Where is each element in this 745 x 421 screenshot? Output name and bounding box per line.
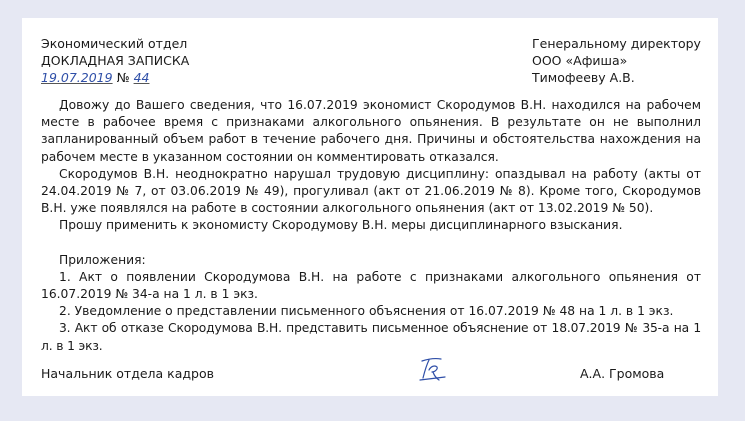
addressee-company: ООО «Афиша» <box>532 53 628 68</box>
signer-name: А.А. Громова <box>580 366 665 381</box>
attachments-heading: Приложения: <box>59 252 146 267</box>
attachment-item-1: 1. Акт о появлении Скородумова В.Н. на работе с признаками алкогольного опьянения от 16.07.2019 № 34-а на 1 л. в 1 экз. <box>41 269 701 302</box>
document-date-number <box>41 69 149 86</box>
attachment-item-3: 3. Акт об отказе Скородумова В.Н. представить письменное объяснение от 18.07.2019 № 35-а на 1 л. в 1 экз. <box>41 321 701 353</box>
department-name: Экономический отдел <box>41 36 188 51</box>
document-title: ДОКЛАДНАЯ ЗАПИСКА <box>41 53 190 68</box>
document-body <box>41 97 701 355</box>
signer-position: Начальник отдела кадров <box>41 366 214 381</box>
addressee-name: Тимофееву А.В. <box>532 70 635 85</box>
spacer <box>41 235 701 252</box>
number-sign: № <box>116 70 130 85</box>
paragraph-2: Скородумов В.Н. неоднократно нарушал трудовую дисциплину: опаздывал на работу (акты от 24.04.2019 № 7, от 03.06.2019 № 49), прогуливал (акт от 21.06.2019 № 8). Кроме того, Скородумов В.Н. уже появлялся на работе в состоянии алкогольного опьянения (акт от 13.02.2019 № 50). <box>41 166 701 216</box>
document-sheet <box>22 18 718 396</box>
document-date: 19.07.2019 <box>41 70 113 85</box>
paragraph-3: Прошу применить к экономисту Скородумову В.Н. меры дисциплинарного взыскания. <box>59 218 623 233</box>
handwritten-signature <box>417 356 451 382</box>
paragraph-1: Довожу до Вашего сведения, что 16.07.2019 экономист Скородумов В.Н. находился на рабочем месте в рабочее время с признаками алкогольного опьянения. В результате он не выполнил запланированный объем работ в течение рабочего дня. Причины и обстоятельства нахождения на рабочем месте в указанном состоянии он комментировать отказался. <box>41 98 701 164</box>
document-number: 44 <box>133 70 150 85</box>
attachment-item-2: 2. Уведомление о представлении письменного объяснения от 16.07.2019 № 48 на 1 л. в 1 экз. <box>59 304 674 319</box>
addressee-position: Генеральному директору <box>532 36 701 51</box>
